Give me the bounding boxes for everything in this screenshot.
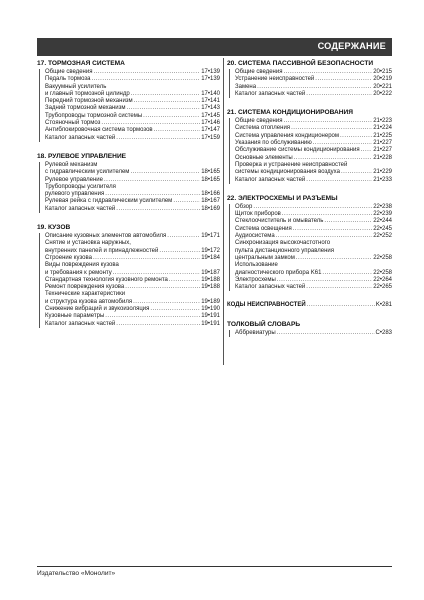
entry-label-line: Задний тормозной механизм — [45, 105, 126, 112]
entry-label-line: Обслуживание системы кондиционирования — [235, 147, 360, 154]
toc-entry[interactable] — [235, 91, 392, 98]
leader-dots — [126, 105, 200, 112]
page-number: 22•239 — [373, 211, 392, 218]
page-number: 18•166 — [201, 191, 220, 198]
leader-dots — [101, 120, 200, 127]
toc-entry[interactable] — [235, 140, 392, 147]
toc-entry[interactable] — [45, 206, 220, 213]
toc-entry[interactable] — [45, 262, 220, 277]
section-title — [227, 302, 392, 309]
page-number: 22•252 — [373, 233, 392, 240]
toc-entry[interactable] — [235, 84, 392, 91]
toc-section — [37, 153, 220, 213]
section-title: 22. ЭЛЕКТРОСХЕМЫ И РАЗЪЕМЫ — [227, 194, 338, 202]
entry-label-line: Стояночный тормоз — [45, 120, 101, 127]
entry-label-line: Описание кузовных элементов автомобиля — [45, 233, 167, 240]
page-number: С•283 — [375, 329, 392, 336]
toc-entry[interactable] — [235, 284, 392, 291]
entry-label-line: Каталог запасных частей — [45, 205, 116, 212]
page-number: 18•165 — [201, 169, 220, 176]
entry-label-line: Педаль тормоза — [45, 76, 91, 83]
toc-entry[interactable] — [45, 76, 220, 83]
section-title: ТОЛКОВЫЙ СЛОВАРЬ — [227, 320, 301, 328]
entry-label-line: Основные элементы — [235, 154, 293, 161]
entry-label-line: центральным замком — [235, 254, 295, 261]
page-number: 22•265 — [373, 284, 392, 291]
leader-dots — [169, 277, 200, 284]
entry-label-line: Технические характеристики — [45, 291, 126, 298]
leader-dots — [291, 125, 372, 132]
leader-dots — [116, 321, 200, 328]
entry-label-line: Система отопления — [235, 125, 291, 132]
entry-label-line: Каталог запасных частей — [45, 320, 116, 327]
entry-label-line: внутренних панелей и принадлежностей — [45, 247, 159, 254]
page-number: 17•143 — [201, 105, 220, 112]
toc-section — [227, 321, 392, 337]
toc-entry[interactable] — [45, 69, 220, 76]
leader-dots — [154, 127, 201, 134]
page-number: 17•159 — [201, 134, 220, 141]
page-number: 20•222 — [373, 90, 392, 97]
leader-dots — [315, 76, 372, 83]
page-number: 21•228 — [373, 154, 392, 161]
section-entries — [39, 69, 220, 142]
entry-label-line: Рулевое управление — [45, 176, 103, 183]
leader-dots — [130, 169, 200, 176]
toc-entry[interactable] — [235, 204, 392, 211]
page-number: 22•258 — [373, 269, 392, 276]
leader-dots — [105, 313, 200, 320]
page-number: 19•172 — [201, 247, 220, 254]
leader-dots — [116, 206, 200, 213]
entry-label-line: Трубопроводы тормозной системы — [45, 112, 143, 119]
entry-label-line: Щиток приборов — [235, 211, 281, 218]
toc-entry[interactable] — [45, 284, 220, 291]
toc-entry[interactable] — [235, 133, 392, 140]
toc-left-column — [37, 60, 220, 328]
section-entries — [39, 162, 220, 213]
page-number: 18•169 — [201, 205, 220, 212]
entry-label-line: Проверка и устранение неисправностей — [235, 161, 348, 168]
toc-entry[interactable] — [235, 330, 392, 337]
section-title-text: КОДЫ НЕИСПРАВНОСТЕЙ — [227, 302, 306, 309]
toc-entry[interactable] — [45, 306, 220, 313]
entry-label-line: Обзор — [235, 203, 253, 210]
leader-dots — [306, 91, 372, 98]
page-number: 20•219 — [373, 76, 392, 83]
toc-entry[interactable] — [235, 177, 392, 184]
leader-dots — [116, 135, 200, 142]
toc-entry[interactable] — [235, 233, 392, 240]
entry-label-line: Общие сведения — [235, 118, 283, 125]
leader-dots — [104, 177, 200, 184]
entry-label-line: Строение кузова — [45, 254, 92, 261]
entry-label-line: Замена — [235, 83, 257, 90]
page-number: 22•238 — [373, 203, 392, 210]
entry-label-line: Трубопроводы усилителя — [45, 183, 116, 190]
toc-entry[interactable] — [235, 211, 392, 218]
page-number: 22•245 — [373, 225, 392, 232]
page-number: 17•139 — [201, 69, 220, 75]
entry-label-line: Виды повреждения кузова — [45, 262, 119, 269]
header-bar — [37, 38, 392, 56]
toc-entry[interactable] — [235, 76, 392, 83]
toc-entry[interactable] — [235, 125, 392, 132]
toc-entry[interactable] — [45, 177, 220, 184]
entry-label-line: Использование — [235, 262, 278, 269]
leader-dots — [293, 226, 372, 233]
page-number: 21•224 — [373, 125, 392, 132]
toc-entry[interactable] — [45, 120, 220, 127]
toc-section — [227, 302, 392, 309]
page-number: 19•191 — [201, 320, 220, 327]
entry-label-line: Устранение неисправностей — [235, 76, 315, 83]
entry-label-line: Синхронизация высокочастотного — [235, 240, 331, 247]
page-number: K•281 — [375, 302, 392, 309]
toc-right-column — [227, 60, 392, 337]
leader-dots — [276, 233, 372, 240]
section-entries — [229, 118, 392, 184]
publisher-footer: Издательство «Монолит» — [37, 570, 116, 577]
leader-dots — [340, 133, 372, 140]
page-number: 20•221 — [373, 83, 392, 90]
leader-dots — [93, 255, 200, 262]
page-title: СОДЕРЖАНИЕ — [317, 41, 386, 51]
toc-entry[interactable] — [45, 291, 220, 306]
section-entries — [229, 69, 392, 98]
entry-label-line: Общие сведения — [235, 69, 283, 75]
entry-label-line: Ремонт повреждения кузова — [45, 284, 125, 291]
toc-entry[interactable] — [45, 135, 220, 142]
page-number: 19•191 — [201, 313, 220, 320]
toc-section — [37, 224, 220, 328]
section-title: 17. ТОРМОЗНАЯ СИСТЕМА — [37, 60, 125, 67]
column-divider — [223, 58, 224, 365]
page-number: 18•165 — [201, 176, 220, 183]
page-number: 21•227 — [373, 140, 392, 147]
section-title: 20. СИСТЕМА ПАССИВНОЙ БЕЗОПАСНОСТИ — [227, 60, 374, 67]
entry-label-line: Рулевая рейка с гидравлическим усилителем — [45, 198, 173, 205]
entry-label-line: Аббревиатуры — [235, 329, 276, 336]
section-entries — [39, 233, 220, 328]
entry-label-line: Кузовные параметры — [45, 313, 105, 320]
toc-section — [37, 60, 220, 142]
entry-label-line: Снижение вибраций и звукоизоляция — [45, 306, 150, 313]
page-number: 22•264 — [373, 276, 392, 283]
leader-dots — [296, 255, 372, 262]
toc-entry[interactable] — [45, 184, 220, 199]
page-number: 17•145 — [201, 112, 220, 119]
entry-label-line: Общие сведения — [45, 69, 93, 75]
leader-dots — [133, 299, 200, 306]
toc-entry[interactable] — [235, 218, 392, 225]
page-number: 19•188 — [201, 284, 220, 291]
toc-entry[interactable] — [235, 226, 392, 233]
entry-label-line: Каталог запасных частей — [235, 176, 306, 183]
page-number: 21•227 — [373, 147, 392, 154]
toc-entry[interactable] — [45, 313, 220, 320]
entry-label-line: Аудиосистема — [235, 233, 275, 240]
entry-label-line: Система освещения — [235, 225, 292, 232]
section-title: 18. РУЛЕВОЕ УПРАВЛЕНИЕ — [37, 152, 127, 160]
leader-dots — [277, 330, 375, 337]
leader-dots — [361, 147, 373, 154]
page-number: 19•187 — [201, 269, 220, 276]
page-number: 19•184 — [201, 254, 220, 261]
section-title: 21. СИСТЕМА КОНДИЦИОНИРОВАНИЯ — [227, 109, 354, 117]
toc-entry[interactable] — [45, 255, 220, 262]
page-number: 21•223 — [373, 118, 392, 125]
entry-label-line: и структура кузова автомобиля — [45, 298, 133, 305]
toc-section — [227, 109, 392, 184]
leader-dots — [92, 76, 201, 83]
page-number: 19•190 — [201, 306, 220, 313]
page-number: 17•141 — [201, 98, 220, 105]
section-entries — [229, 330, 392, 337]
toc-entry[interactable] — [45, 113, 220, 120]
entry-label-line: Стеклоочиститель и омыватель — [235, 218, 324, 225]
page-number: 19•189 — [201, 298, 220, 305]
leader-dots — [306, 177, 372, 184]
leader-dots — [283, 118, 372, 125]
toc-entry[interactable] — [235, 147, 392, 154]
leader-dots — [150, 306, 200, 313]
entry-label-line: Стандартная технология кузовного ремонта — [45, 276, 168, 283]
page-number: 21•229 — [373, 169, 392, 176]
leader-dots — [282, 211, 372, 218]
entry-label-line: диагностического прибора K61 — [235, 269, 322, 276]
entry-label-line: Электросхемы — [235, 276, 276, 283]
leader-dots — [167, 233, 200, 240]
leader-dots — [313, 140, 372, 147]
toc-entry[interactable] — [45, 198, 220, 205]
entry-label-line: Снятие и установка наружных, — [45, 240, 131, 247]
leader-dots — [294, 155, 372, 162]
entry-label-line: Указания по обслуживанию — [235, 140, 312, 147]
page-number: 21•233 — [373, 176, 392, 183]
leader-dots — [306, 284, 372, 291]
page-number: 22•244 — [373, 218, 392, 225]
toc-entry[interactable] — [45, 105, 220, 112]
leader-dots — [173, 198, 200, 205]
page-number: 18•167 — [201, 198, 220, 205]
leader-dots — [131, 91, 200, 98]
page-number: 19•188 — [201, 276, 220, 283]
leader-dots — [307, 302, 375, 309]
entry-label-line: рулевого управления — [45, 191, 105, 198]
leader-dots — [143, 113, 200, 120]
toc-entry[interactable] — [235, 240, 392, 262]
entry-label-line: Передний тормозной механизм — [45, 98, 133, 105]
page-number: 19•171 — [201, 233, 220, 240]
page-number: 17•140 — [201, 90, 220, 97]
entry-label-line: Каталог запасных частей — [45, 134, 116, 141]
toc-entry[interactable] — [235, 155, 392, 162]
page-number: 20•215 — [373, 69, 392, 75]
toc-entry[interactable] — [45, 321, 220, 328]
entry-label-line: Каталог запасных частей — [235, 90, 306, 97]
toc-entry[interactable] — [235, 118, 392, 125]
toc-entry[interactable] — [45, 84, 220, 99]
entry-label-line: Каталог запасных частей — [235, 284, 306, 291]
toc-entry[interactable] — [235, 262, 392, 277]
page-number: 17•139 — [201, 76, 220, 83]
leader-dots — [322, 270, 372, 277]
toc-entry[interactable] — [45, 277, 220, 284]
entry-label-line: и главный тормозной цилиндр — [45, 90, 130, 97]
leader-dots — [324, 218, 372, 225]
toc-entry[interactable] — [45, 233, 220, 240]
entry-label-line: и требования к ремонту — [45, 269, 112, 276]
entry-label-line: пульта дистанционного управления — [235, 247, 335, 254]
leader-dots — [93, 69, 200, 76]
page-number: 17•147 — [201, 127, 220, 134]
section-entries — [229, 204, 392, 292]
entry-label-line: Система управления кондиционером — [235, 132, 339, 139]
entry-label-line: Вакуумный усилитель — [45, 83, 107, 90]
page-number: 22•258 — [373, 254, 392, 261]
leader-dots — [257, 84, 372, 91]
toc-section — [227, 60, 392, 98]
entry-label-line: системы кондиционирования воздуха — [235, 169, 340, 176]
toc-entry[interactable] — [45, 127, 220, 134]
toc-entry[interactable] — [45, 162, 220, 177]
entry-label-line: с гидравлическим усилителем — [45, 169, 130, 176]
leader-dots — [113, 270, 200, 277]
page-number: 21•225 — [373, 132, 392, 139]
entry-label-line: Рулевой механизм — [45, 161, 98, 168]
leader-dots — [125, 284, 200, 291]
leader-dots — [134, 98, 201, 105]
entry-label-line: Антиблокировочная система тормозов — [45, 127, 153, 134]
page-number: 17•146 — [201, 120, 220, 127]
toc-section — [227, 195, 392, 292]
toc-entry[interactable] — [235, 162, 392, 177]
section-title: 19. КУЗОВ — [37, 224, 71, 232]
toc-entry[interactable] — [45, 240, 220, 255]
leader-dots — [253, 204, 372, 211]
footer-divider — [37, 566, 392, 567]
leader-dots — [341, 169, 372, 176]
leader-dots — [159, 248, 200, 255]
